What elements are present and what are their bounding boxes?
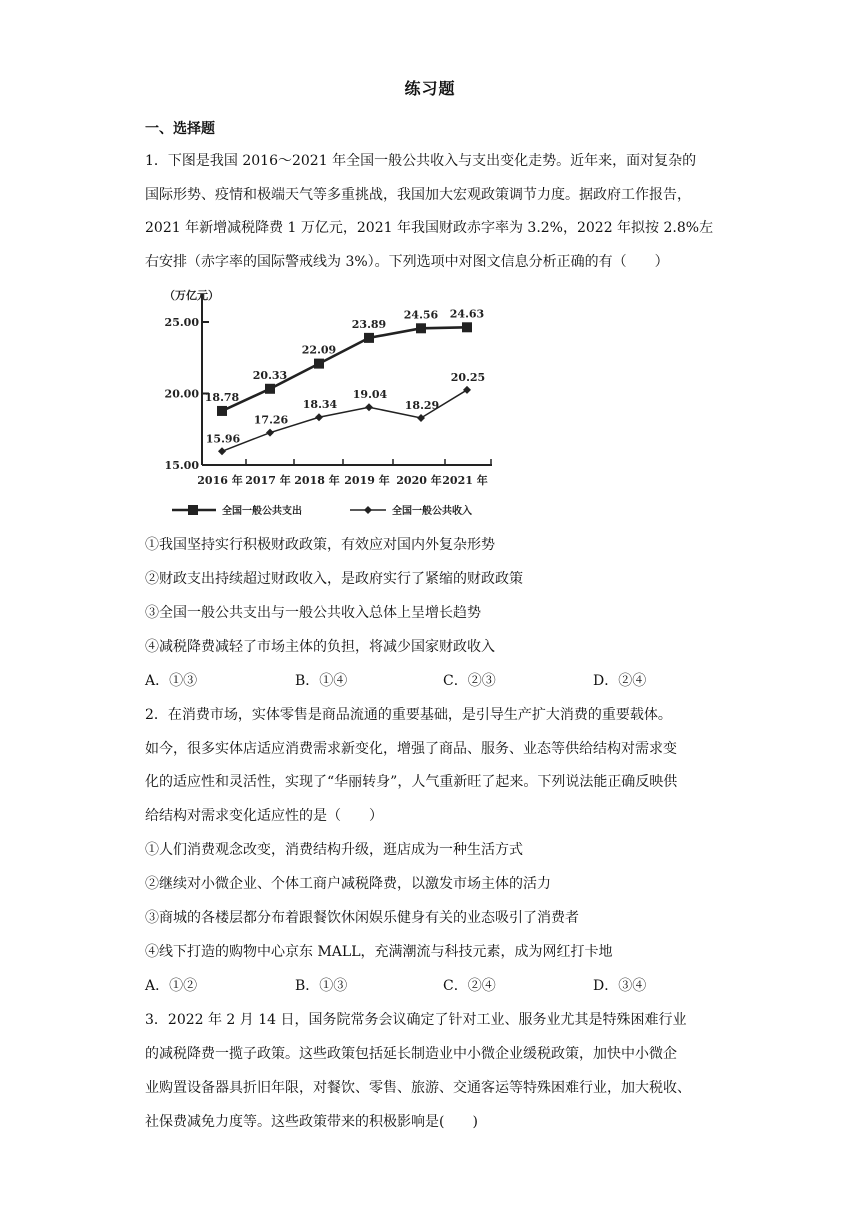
q2-line: 如今，很多实体店适应消费需求新变化，增强了商品、服务、业态等供给结构对需求变 <box>145 741 677 757</box>
q2-line: 2．在消费市场，实体零售是商品流通的重要基础，是引导生产扩大消费的重要载体。 <box>145 707 672 723</box>
expenditure-data-label: 24.63 <box>449 307 485 321</box>
x-tick-label: 2020 年 <box>396 474 442 487</box>
option-a[interactable]: A．①③ <box>145 673 198 689</box>
revenue-point <box>266 429 274 437</box>
revenue-data-label: 20.25 <box>450 370 486 384</box>
y-axis-label: （万亿元） <box>164 289 219 302</box>
q2-statement: ③商城的各楼层都分布着跟餐饮休闲娱乐健身有关的业态吸引了消费者 <box>145 910 579 926</box>
q1-line: 右安排（赤字率的国际警戒线为 3%）。下列选项中对图文信息分析正确的有（ ） <box>145 254 669 270</box>
expenditure-point <box>364 333 374 343</box>
q3-line: 业购置设备器具折旧年限，对餐饮、零售、旅游、交通客运等特殊困难行业，加大税收、 <box>145 1080 691 1096</box>
revenue-data-label: 18.34 <box>302 398 338 412</box>
x-tick-label: 2021 年 <box>442 474 488 487</box>
page-title: 练习题 <box>404 79 456 98</box>
legend-expenditure-label: 全国一般公共支出 <box>222 506 302 517</box>
expenditure-data-label: 23.89 <box>351 317 387 331</box>
expenditure-data-label: 24.56 <box>403 308 439 322</box>
expenditure-data-label: 22.09 <box>301 343 337 357</box>
expenditure-point <box>462 322 472 332</box>
y-tick-label: 15.00 <box>164 459 199 472</box>
x-tick-label: 2017 年 <box>245 474 291 487</box>
q3-line: 社保费减免力度等。这些政策带来的积极影响是( ) <box>145 1114 478 1130</box>
x-tick-label: 2018 年 <box>294 474 340 487</box>
legend-revenue-label: 全国一般公共收入 <box>392 506 472 517</box>
q2-statement: ②继续对小微企业、个体工商户减税降费，以激发市场主体的活力 <box>145 876 551 892</box>
q2-statement: ④线下打造的购物中心京东 MALL，充满潮流与科技元素，成为网红打卡地 <box>145 944 613 960</box>
finance-line-chart <box>150 284 520 528</box>
x-tick-label: 2016 年 <box>197 474 243 487</box>
revenue-point <box>365 403 373 411</box>
revenue-data-label: 18.29 <box>404 398 440 412</box>
revenue-point <box>315 413 323 421</box>
y-tick-label: 20.00 <box>164 387 199 401</box>
q2-line: 给结构对需求变化适应性的是（ ） <box>145 808 383 824</box>
revenue-data-label: 19.04 <box>352 388 388 402</box>
option-c[interactable]: C．②③ <box>443 673 496 689</box>
q2-statement: ①人们消费观念改变，消费结构升级，逛店成为一种生活方式 <box>145 842 523 858</box>
q1-statement: ③全国一般公共支出与一般公共收入总体上呈增长趋势 <box>145 605 481 621</box>
revenue-data-label: 15.96 <box>205 432 241 446</box>
q1-line: 1．下图是我国 2016～2021 年全国一般公共收入与支出变化走势。近年来，面对复杂的 <box>145 153 697 169</box>
expenditure-point <box>314 359 324 369</box>
x-tick-label: 2019 年 <box>344 474 390 487</box>
revenue-data-label: 17.26 <box>253 413 289 427</box>
q1-statement: ④减税降费减轻了市场主体的负担，将减少国家财政收入 <box>145 639 495 655</box>
q1-line: 2021 年新增减税降费 1 万亿元，2021 年我国财政赤字率为 3.2%，2022 年拟按 2.8%左 <box>145 220 714 236</box>
y-tick-label: 25.00 <box>164 316 199 329</box>
revenue-point <box>463 386 471 394</box>
revenue-point <box>218 447 226 455</box>
option-b[interactable]: B．①④ <box>295 673 348 689</box>
q3-line: 3．2022 年 2 月 14 日，国务院常务会议确定了针对工业、服务业尤其是特殊困难行业 <box>145 1012 687 1028</box>
q3-line: 的减税降费一揽子政策。这些政策包括延长制造业中小微企业缓税政策，加快中小微企 <box>145 1046 677 1062</box>
legend-revenue-marker <box>364 506 372 514</box>
option-d[interactable]: D．②④ <box>593 673 647 689</box>
legend-expenditure-marker <box>188 505 198 515</box>
expenditure-point <box>265 384 275 394</box>
q1-line: 国际形势、疫情和极端天气等多重挑战，我国加大宏观政策调节力度。据政府工作报告， <box>145 187 691 203</box>
q1-statement: ②财政支出持续超过财政收入，是政府实行了紧缩的财政政策 <box>145 571 523 587</box>
expenditure-data-label: 18.78 <box>204 390 240 404</box>
q1-statement: ①我国坚持实行积极财政政策，有效应对国内外复杂形势 <box>145 537 495 553</box>
q2-line: 化的适应性和灵活性，实现了“华丽转身”，人气重新旺了起来。下列说法能正确反映供 <box>145 774 678 790</box>
option-a[interactable]: A．①② <box>145 978 198 994</box>
option-d[interactable]: D．③④ <box>593 978 647 994</box>
option-c[interactable]: C．②④ <box>443 978 496 994</box>
revenue-point <box>417 414 425 422</box>
expenditure-data-label: 20.33 <box>252 368 288 382</box>
expenditure-point <box>217 406 227 416</box>
expenditure-point <box>416 323 426 333</box>
section-heading: 一、选择题 <box>145 121 215 137</box>
option-b[interactable]: B．①③ <box>295 978 348 994</box>
